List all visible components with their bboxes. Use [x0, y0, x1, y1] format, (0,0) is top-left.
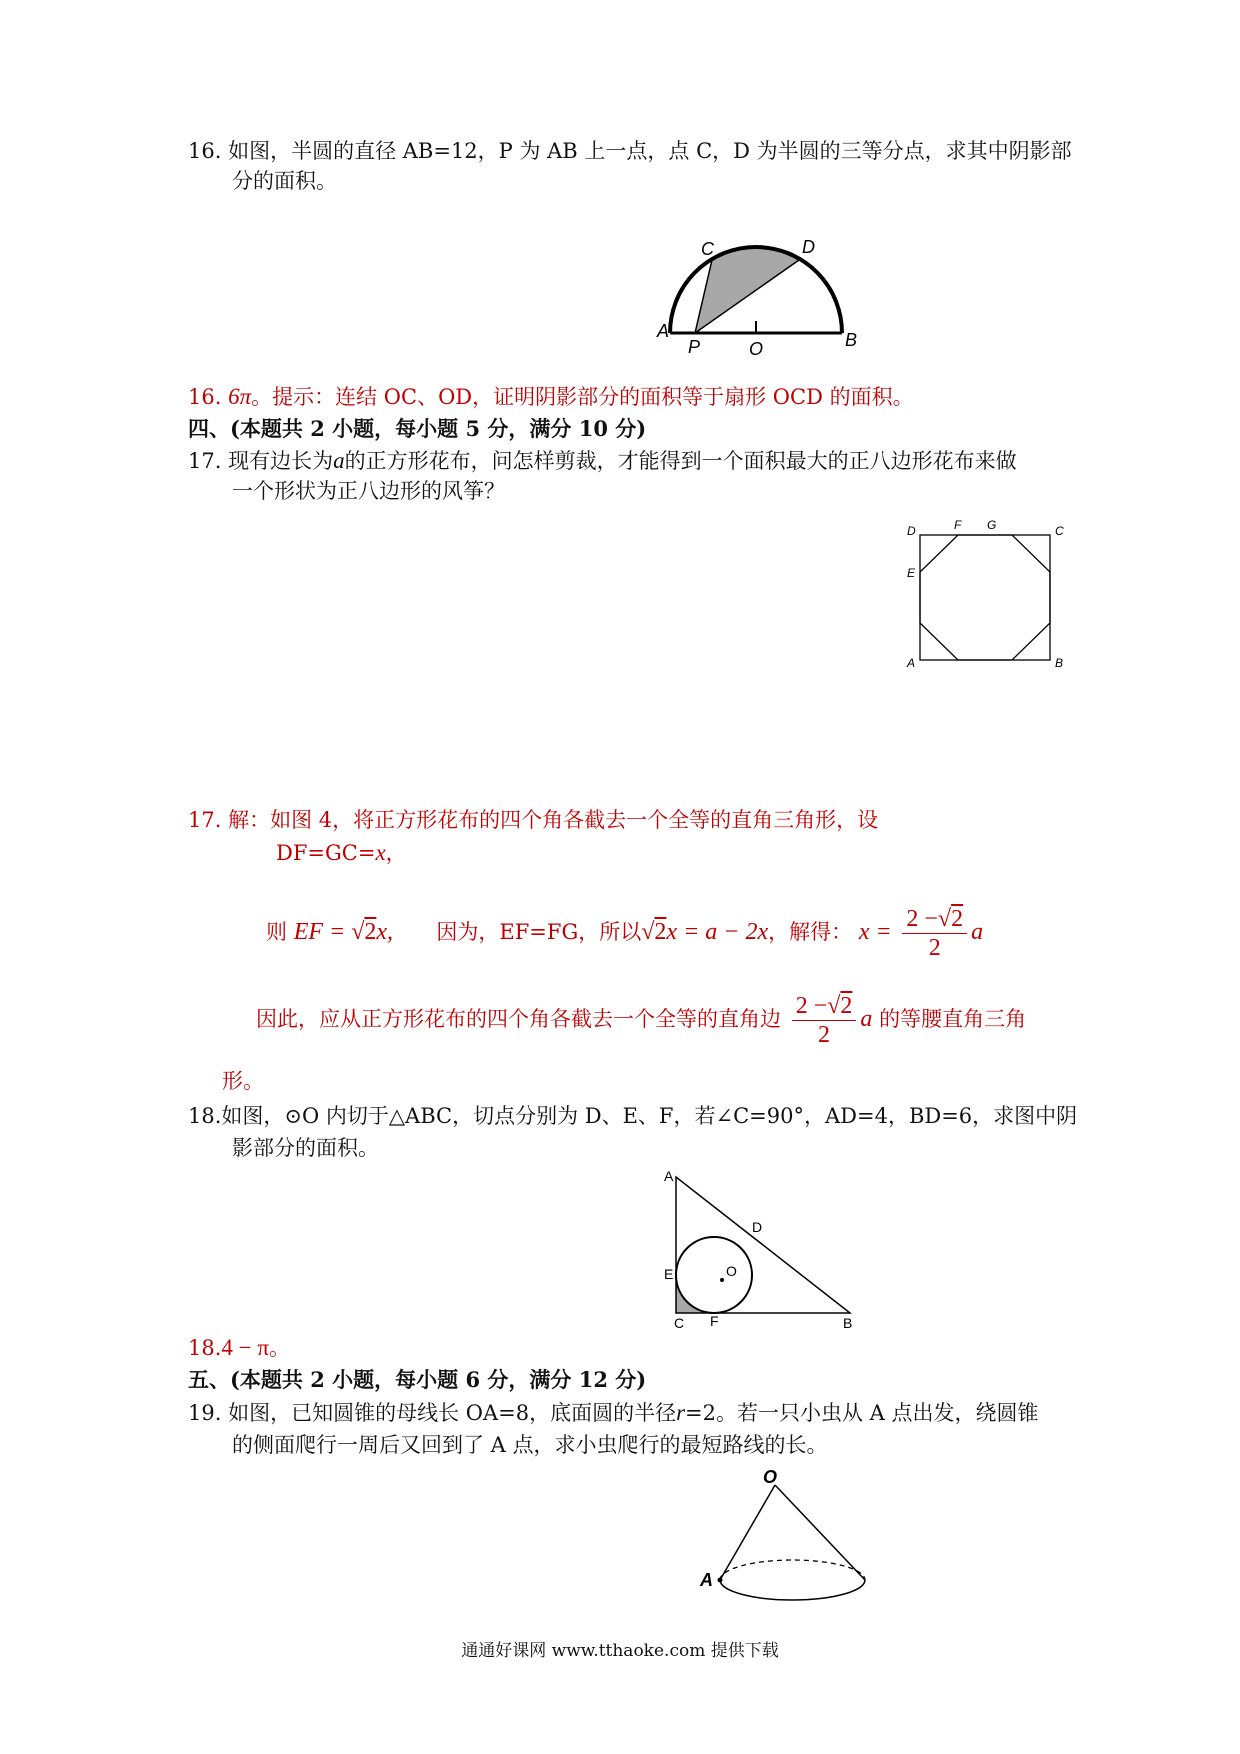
q17-eq-sqrt2-b: √2	[641, 919, 667, 945]
q19-line2: 的侧面爬行一周后又回到了 A 点，求小虫爬行的最短路线的长。	[232, 1433, 828, 1457]
q17-eq-ef: EF =	[293, 919, 352, 945]
q19-var-r: r	[676, 1400, 686, 1425]
q19-line1	[188, 1398, 1039, 1428]
q17-label-G: G	[987, 518, 997, 532]
q18-label-B: B	[843, 1315, 853, 1330]
q16-label-A: A	[657, 321, 670, 341]
q17-eq-x: x,	[376, 919, 394, 945]
q17-eq-rhs: x = a − 2x	[666, 919, 769, 945]
q18-line1: 18.如图，⊙O 内切于△ABC，切点分别为 D、E、F，若∠C=90°，AD=4，BD=6，求图中阴	[188, 1104, 1078, 1128]
q17-conclusion-end: 形。	[222, 1069, 264, 1093]
q19-label-A: A	[700, 1570, 713, 1590]
q19-label-O: O	[763, 1467, 778, 1487]
q17-concl-pre: 因此，应从正方形花布的四个角各截去一个全等的直角边	[256, 1007, 781, 1031]
q17-equation-line	[266, 905, 983, 962]
q16-line1: 16. 如图，半圆的直径 AB=12，P 为 AB 上一点，点 C，D 为半圆的三等分点，求其中阴影部	[188, 139, 1072, 163]
q16-label-D: D	[802, 237, 815, 257]
q16-answer-hint: 。提示：连结 OC、OD，证明阴影部分的面积等于扇形 OCD 的面积。	[251, 385, 914, 409]
q17-octagon-figure	[895, 515, 1065, 675]
q19-line1-pre: 19. 如图，已知圆锥的母线长 OA=8，底面圆的半径	[188, 1401, 677, 1425]
q18-label-E: E	[664, 1266, 674, 1282]
q17-line2: 一个形状为正八边形的风筝？	[232, 479, 505, 503]
q17-sol-var-x: x	[375, 840, 386, 865]
q16-label-P: P	[688, 337, 701, 357]
q19-point-A	[718, 1578, 723, 1583]
q18-label-C: C	[674, 1315, 685, 1330]
q18-label-O: O	[726, 1263, 737, 1279]
page-footer: 通通好课网 www.tthaoke.com 提供下载	[461, 1641, 779, 1661]
q18-label-D: D	[752, 1219, 763, 1235]
q16-label-B: B	[845, 330, 858, 350]
q17-solution-line2	[276, 838, 407, 868]
q17-eq-x-equals: x =	[858, 919, 892, 945]
q18-incircle	[676, 1237, 752, 1313]
q18-label-A: A	[664, 1168, 674, 1184]
q17-concl-a: a	[860, 1006, 873, 1032]
q16-label-O: O	[749, 339, 764, 359]
section-5-heading: 五、(本题共 2 小题，每小题 6 分，满分 12 分)	[188, 1367, 647, 1392]
q16-answer-value: 6π	[228, 384, 252, 409]
q17-eq-because: 因为，EF=FG，所以	[436, 920, 642, 944]
q17-solution-line1: 17. 解：如图 4，将正方形花布的四个角各截去一个全等的直角三角形，设	[188, 808, 879, 832]
q17-line1-post: 的正方形花布，问怎样剪裁，才能得到一个面积最大的正八边形花布来做	[344, 449, 1017, 473]
q19-line1-post: =2。若一只小虫从 A 点出发，绕圆锥	[685, 1401, 1039, 1425]
q18-center-dot	[720, 1278, 724, 1282]
q17-eq-fraction: $\frac{2 -√2}{2}$	[902, 905, 967, 962]
q17-octagon	[920, 535, 1050, 660]
q17-sol-comma: ，	[385, 841, 407, 865]
q17-eq-solve: ，解得：	[768, 920, 853, 944]
q18-answer	[188, 1333, 290, 1363]
q16-line2: 分的面积。	[232, 169, 337, 193]
q16-answer	[188, 382, 914, 412]
q18-answer-value: 4 − π	[221, 1335, 269, 1360]
q17-label-F: F	[954, 518, 962, 532]
q17-sol-df-gc: DF=GC=	[276, 841, 376, 865]
q19-cone-slant-left	[720, 1485, 775, 1580]
q17-eq-then: 则	[266, 920, 287, 944]
q17-label-C: C	[1055, 524, 1064, 538]
q17-label-A: A	[907, 656, 916, 670]
q16-answer-number: 16.	[188, 385, 222, 409]
q18-answer-number: 18.	[188, 1336, 222, 1360]
q17-label-E: E	[907, 566, 916, 580]
q17-eq-a: a	[971, 919, 984, 945]
q19-cone-figure	[690, 1465, 880, 1610]
q17-var-a: a	[333, 448, 345, 473]
q16-semicircle-figure	[655, 235, 870, 365]
q17-line1	[188, 446, 1017, 476]
q16-label-C: C	[701, 239, 714, 259]
q17-concl-post: 的等腰直角三角	[879, 1007, 1027, 1031]
q19-base-back	[720, 1560, 865, 1580]
q19-base-front	[720, 1580, 865, 1600]
q17-conclusion	[256, 992, 1026, 1049]
q18-triangle-figure	[660, 1165, 860, 1330]
q18-line2: 影部分的面积。	[232, 1136, 379, 1160]
q17-line1-pre: 17. 现有边长为	[188, 449, 334, 473]
q18-answer-end: 。	[269, 1336, 290, 1360]
q18-label-F: F	[710, 1313, 719, 1329]
q17-eq-sqrt2: √2	[351, 919, 377, 945]
section-4-heading: 四、(本题共 2 小题，每小题 5 分，满分 10 分)	[188, 416, 647, 441]
q19-cone-slant-right	[775, 1485, 865, 1580]
q17-label-B: B	[1055, 656, 1064, 670]
q17-concl-fraction: $\frac{2 -√2}{2}$	[792, 992, 857, 1049]
q17-label-D: D	[907, 524, 916, 538]
